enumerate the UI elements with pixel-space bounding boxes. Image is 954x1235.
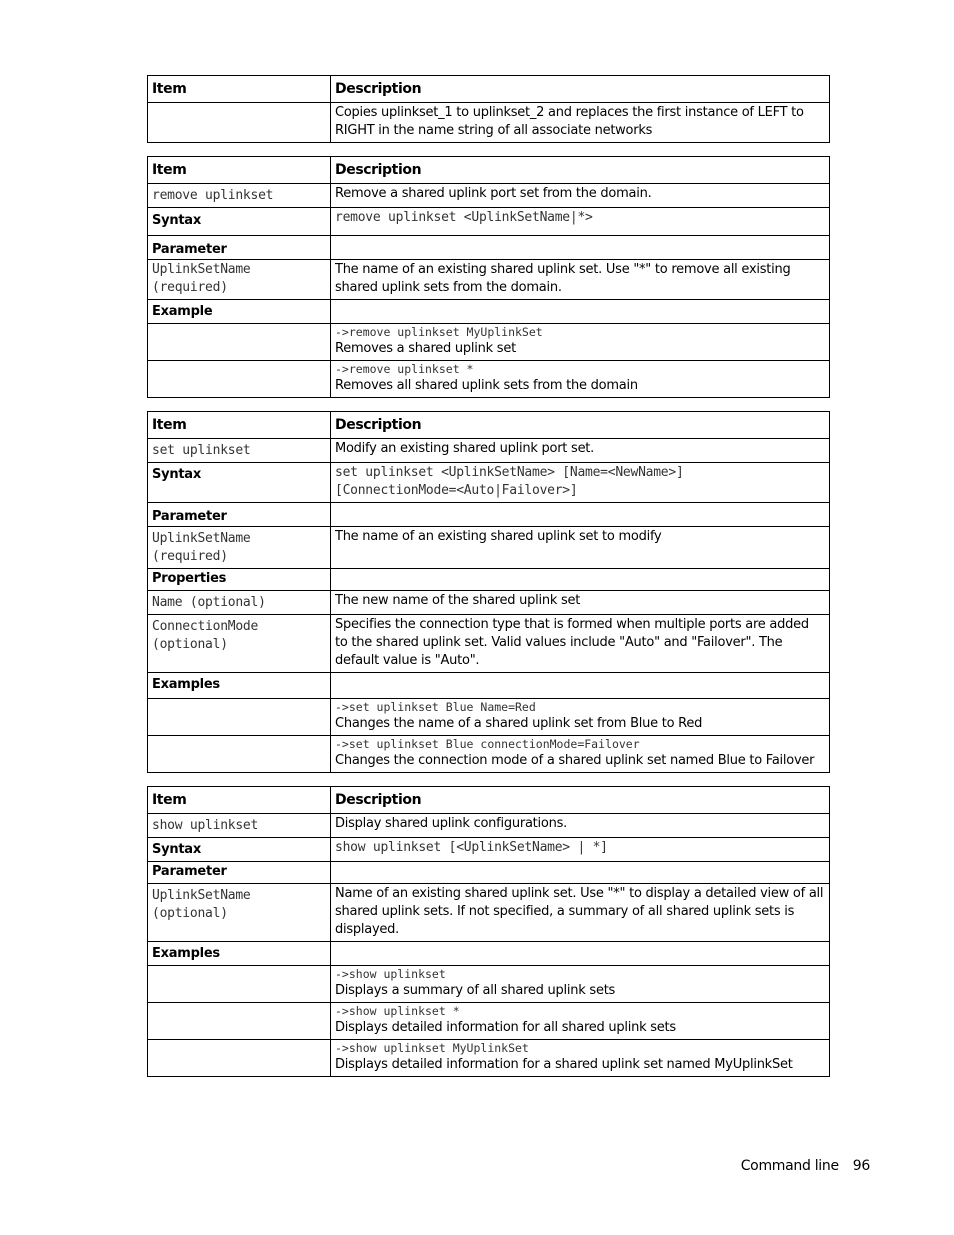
- example-label-row: [148, 942, 830, 966]
- empty-cell: [148, 966, 331, 1003]
- page-number: 96: [852, 1158, 870, 1174]
- example-description: Displays detailed information for all shared uplink sets: [335, 1020, 676, 1035]
- example-row: [148, 966, 830, 1003]
- table-header-row: [148, 787, 830, 814]
- header-description: Description: [331, 787, 830, 814]
- parameter-row: [148, 527, 830, 569]
- command-description: Modify an existing shared uplink port set.: [331, 439, 830, 463]
- example-cell: [331, 736, 830, 773]
- parameter-description: Name of an existing shared uplink set. Use "*" to display a detailed view of all shared uplink sets. If not specified, a summary of all shared uplink sets is displayed.: [331, 884, 830, 942]
- example-cell: [331, 324, 830, 361]
- header-item: Item: [148, 76, 331, 103]
- example-label: Examples: [148, 673, 331, 699]
- syntax-row: [148, 838, 830, 862]
- syntax-value: show uplinkset [<UplinkSetName> | *]: [331, 838, 830, 862]
- example-command: ->show uplinkset: [335, 967, 446, 981]
- example-cell: [331, 1003, 830, 1040]
- table-uplinkset-copy: [147, 75, 830, 143]
- parameter-row: [148, 260, 830, 300]
- table-header-row: [148, 412, 830, 439]
- empty-cell: [331, 673, 830, 699]
- command-name: remove uplinkset: [148, 184, 331, 208]
- empty-cell: [148, 699, 331, 736]
- header-item: Item: [148, 412, 331, 439]
- example-description: Changes the name of a shared uplink set from Blue to Red: [335, 716, 703, 731]
- property-description: Specifies the connection type that is formed when multiple ports are added to the shared uplink set. Valid values include "Auto" and "Failover". The default value is "Auto".: [331, 615, 830, 673]
- footer-section-title: Command line: [740, 1158, 839, 1174]
- example-command: ->show uplinkset *: [335, 1004, 460, 1018]
- example-row: [148, 361, 830, 398]
- table-set-uplinkset: [147, 411, 830, 773]
- properties-label-row: [148, 569, 830, 591]
- header-description: Description: [331, 412, 830, 439]
- example-cell: [331, 699, 830, 736]
- example-label-row: [148, 300, 830, 324]
- example-row: [148, 1040, 830, 1077]
- page-footer: [741, 1158, 870, 1174]
- command-name: set uplinkset: [148, 439, 331, 463]
- parameter-name: UplinkSetName (required): [148, 260, 331, 300]
- example-command: ->remove uplinkset *: [335, 362, 474, 376]
- example-command: ->remove uplinkset MyUplinkSet: [335, 325, 543, 339]
- example-cell: [331, 1040, 830, 1077]
- parameter-label-row: [148, 236, 830, 260]
- command-description: Display shared uplink configurations.: [331, 814, 830, 838]
- command-row: [148, 814, 830, 838]
- parameter-label-row: [148, 862, 830, 884]
- property-row: [148, 591, 830, 615]
- example-row: [148, 324, 830, 361]
- example-row: [148, 1003, 830, 1040]
- example-description: Removes all shared uplink sets from the domain: [335, 378, 638, 393]
- syntax-row: [148, 208, 830, 236]
- property-name: ConnectionMode (optional): [148, 615, 331, 673]
- example-row: [148, 736, 830, 773]
- header-item: Item: [148, 787, 331, 814]
- table-remove-uplinkset: [147, 156, 830, 398]
- empty-cell: [148, 736, 331, 773]
- example-cell: [331, 361, 830, 398]
- parameter-name: UplinkSetName (required): [148, 527, 331, 569]
- command-row: [148, 439, 830, 463]
- syntax-label: Syntax: [148, 463, 331, 503]
- example-description: Removes a shared uplink set: [335, 341, 516, 356]
- empty-cell: [331, 569, 830, 591]
- example-description: Changes the connection mode of a shared uplink set named Blue to Failover: [335, 753, 815, 768]
- property-name: Name (optional): [148, 591, 331, 615]
- empty-cell: [148, 1040, 331, 1077]
- parameter-name: UplinkSetName (optional): [148, 884, 331, 942]
- properties-label: Properties: [148, 569, 331, 591]
- example-label: Example: [148, 300, 331, 324]
- empty-cell: [331, 862, 830, 884]
- description-cell: Copies uplinkset_1 to uplinkset_2 and replaces the first instance of LEFT to RIGHT in the name string of all associate networks: [331, 103, 830, 143]
- parameter-description: The name of an existing shared uplink set. Use "*" to remove all existing shared uplink sets from the domain.: [331, 260, 830, 300]
- property-description: The new name of the shared uplink set: [331, 591, 830, 615]
- syntax-value: set uplinkset <UplinkSetName> [Name=<NewName>] [ConnectionMode=<Auto|Failover>]: [331, 463, 830, 503]
- parameter-row: [148, 884, 830, 942]
- example-description: Displays a summary of all shared uplink sets: [335, 983, 616, 998]
- empty-cell: [331, 503, 830, 527]
- table-show-uplinkset: [147, 786, 830, 1077]
- empty-cell: [148, 1003, 331, 1040]
- example-label-row: [148, 673, 830, 699]
- empty-cell: [148, 361, 331, 398]
- command-row: [148, 184, 830, 208]
- syntax-label: Syntax: [148, 208, 331, 236]
- example-command: ->show uplinkset MyUplinkSet: [335, 1041, 529, 1055]
- parameter-label-row: [148, 503, 830, 527]
- example-row: [148, 699, 830, 736]
- empty-cell: [331, 300, 830, 324]
- parameter-label: Parameter: [148, 862, 331, 884]
- example-command: ->set uplinkset Blue Name=Red: [335, 700, 536, 714]
- example-label: Examples: [148, 942, 331, 966]
- parameter-description: The name of an existing shared uplink set to modify: [331, 527, 830, 569]
- syntax-value: remove uplinkset <UplinkSetName|*>: [331, 208, 830, 236]
- empty-cell: [331, 942, 830, 966]
- syntax-row: [148, 463, 830, 503]
- header-description: Description: [331, 76, 830, 103]
- parameter-label: Parameter: [148, 503, 331, 527]
- table-row: [148, 103, 830, 143]
- example-cell: [331, 966, 830, 1003]
- example-description: Displays detailed information for a shared uplink set named MyUplinkSet: [335, 1057, 793, 1072]
- header-item: Item: [148, 157, 331, 184]
- empty-cell: [331, 236, 830, 260]
- empty-cell: [148, 324, 331, 361]
- header-description: Description: [331, 157, 830, 184]
- example-command: ->set uplinkset Blue connectionMode=Failover: [335, 737, 640, 751]
- syntax-label: Syntax: [148, 838, 331, 862]
- parameter-label: Parameter: [148, 236, 331, 260]
- table-header-row: [148, 157, 830, 184]
- table-header-row: [148, 76, 830, 103]
- item-cell: [148, 103, 331, 143]
- command-name: show uplinkset: [148, 814, 331, 838]
- command-description: Remove a shared uplink port set from the domain.: [331, 184, 830, 208]
- property-row: [148, 615, 830, 673]
- page-content: [147, 75, 829, 1090]
